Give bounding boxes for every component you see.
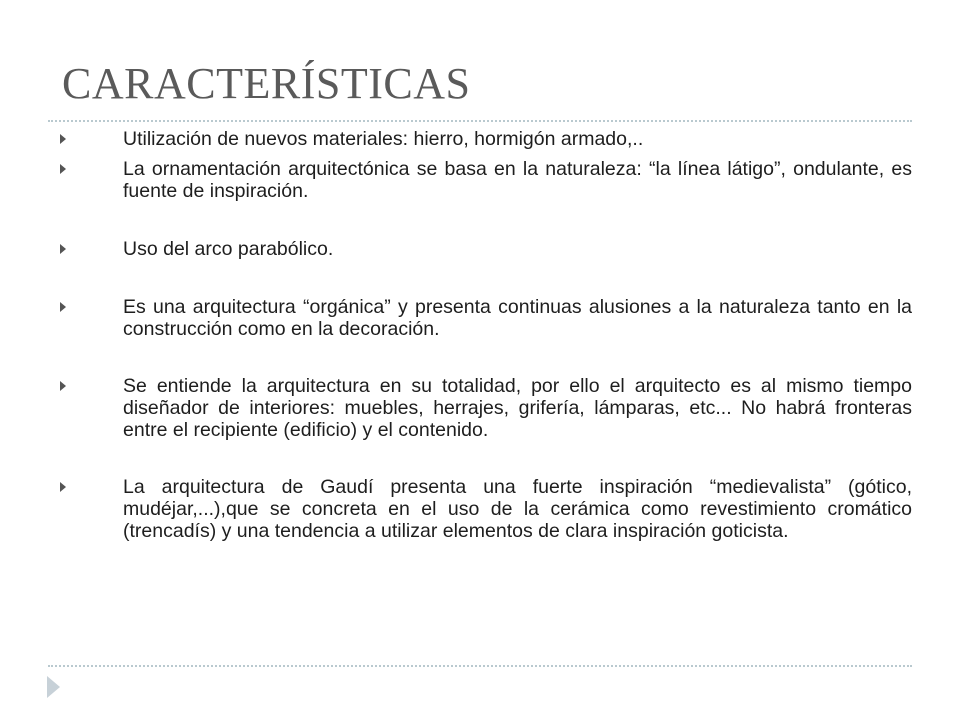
bullet-text: Es una arquitectura “orgánica” y presenta continuas alusiones a la naturaleza tanto en la construcción como en la decoración. [123,296,912,340]
triangle-bullet-icon [60,134,66,144]
bullet-list [56,128,912,542]
corner-arrow-icon [47,676,60,698]
triangle-bullet-icon [60,381,66,391]
bullet-item [56,128,912,150]
triangle-bullet-icon [60,244,66,254]
triangle-bullet-icon [60,164,66,174]
bullet-item [56,158,912,202]
bullet-item [56,238,912,260]
bullet-text: La arquitectura de Gaudí presenta una fuerte inspiración “medievalista” (gótico, mudéjar,...),que se concreta en el uso de la cerámica como revestimiento cromático (trencadís) y una tendencia a utilizar elementos de clara inspiración goticista. [123,476,912,542]
bullet-item [56,296,912,340]
title-divider [48,120,912,122]
bullet-text: Utilización de nuevos materiales: hierro, hormigón armado,.. [123,128,644,150]
footer-divider [48,665,912,667]
bullet-item [56,375,912,441]
bullet-text: Uso del arco parabólico. [123,238,334,260]
bullet-text: Se entiende la arquitectura en su totalidad, por ello el arquitecto es al mismo tiempo diseñador de interiores: muebles, herrajes, grifería, lámparas, etc... No habrá fronteras entre el recipiente (edificio) y el contenido. [123,375,912,441]
triangle-bullet-icon [60,482,66,492]
triangle-bullet-icon [60,302,66,312]
bullet-text: La ornamentación arquitectónica se basa en la naturaleza: “la línea látigo”, ondulante, es fuente de inspiración. [123,158,912,202]
slide-title: CARACTERÍSTICAS [62,59,471,108]
bullet-item [56,476,912,542]
